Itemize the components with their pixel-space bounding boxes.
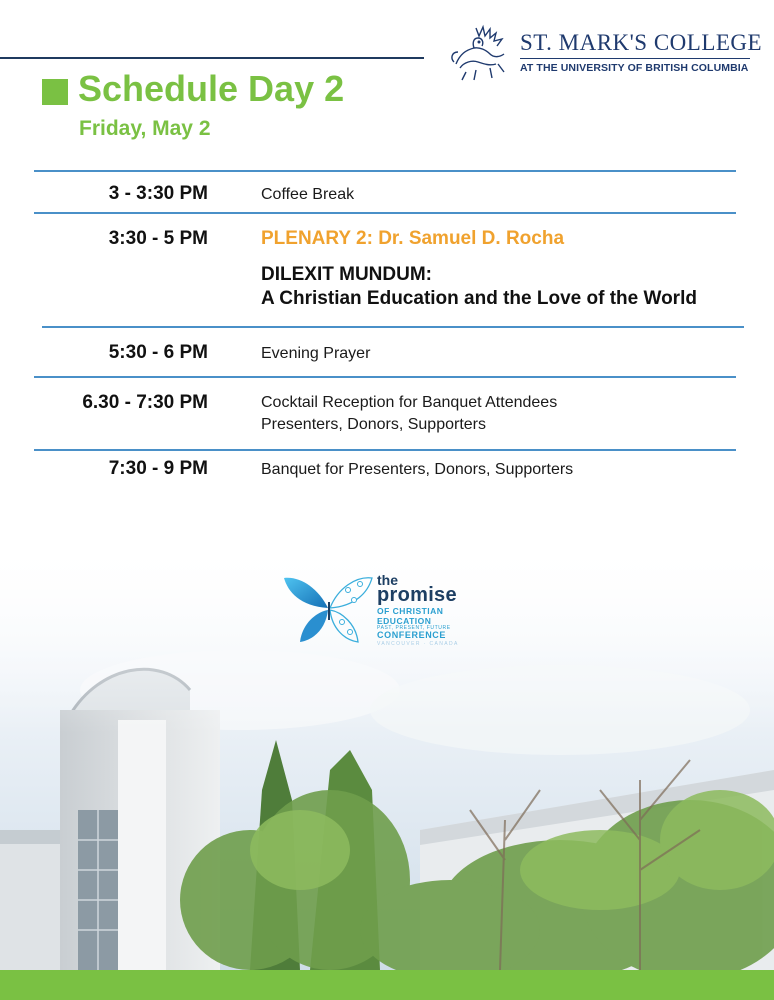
- schedule-rule: [34, 376, 736, 378]
- schedule-rule: [34, 212, 736, 214]
- schedule-rule: [34, 170, 736, 172]
- butterfly-icon: [282, 572, 374, 644]
- schedule-time: 7:30 - 9 PM: [108, 458, 208, 479]
- conference-the: the: [377, 572, 398, 588]
- conference-education: EDUCATION: [377, 616, 432, 626]
- footer-bar: [0, 970, 774, 1000]
- talk-line: A Christian Education and the Love of the World: [261, 288, 697, 309]
- talk-line: DILEXIT MUNDUM:: [261, 264, 432, 285]
- griffin-crest-icon: [446, 24, 516, 84]
- conference-of: OF CHRISTIAN: [377, 606, 444, 616]
- page-date: Friday, May 2: [79, 117, 211, 140]
- schedule-rule: [34, 449, 736, 451]
- plenary-talk-title: [261, 263, 697, 311]
- conference-location: VANCOUVER · CANADA: [377, 641, 459, 647]
- schedule-time: 3:30 - 5 PM: [108, 228, 208, 249]
- event-line: Cocktail Reception for Banquet Attendees: [261, 394, 558, 411]
- page-title: Schedule Day 2: [78, 68, 345, 109]
- conference-promise: promise: [377, 584, 457, 606]
- schedule-event: Coffee Break: [261, 186, 355, 203]
- title-bullet: [42, 79, 68, 105]
- conference-word: CONFERENCE: [377, 630, 447, 640]
- schedule-time: 3 - 3:30 PM: [108, 183, 208, 204]
- schedule-event: Banquet for Presenters, Donors, Supporters: [261, 461, 574, 478]
- event-line: Presenters, Donors, Supporters: [261, 416, 486, 433]
- schedule-time: 5:30 - 6 PM: [108, 342, 208, 363]
- schedule-rule: [42, 326, 744, 328]
- college-divider: [520, 58, 750, 59]
- college-name: ST. MARK'S COLLEGE: [520, 30, 763, 55]
- schedule-event: [261, 392, 557, 436]
- college-subtitle: AT THE UNIVERSITY OF BRITISH COLUMBIA: [520, 62, 749, 74]
- schedule-time: 6.30 - 7:30 PM: [82, 392, 208, 413]
- plenary-title: PLENARY 2: Dr. Samuel D. Rocha: [261, 228, 565, 249]
- header-rule: [0, 57, 424, 59]
- conference-logo: [282, 572, 482, 647]
- conference-tagline: PAST, PRESENT, FUTURE: [377, 625, 451, 631]
- schedule-event: Evening Prayer: [261, 345, 371, 362]
- college-logo: [446, 24, 763, 86]
